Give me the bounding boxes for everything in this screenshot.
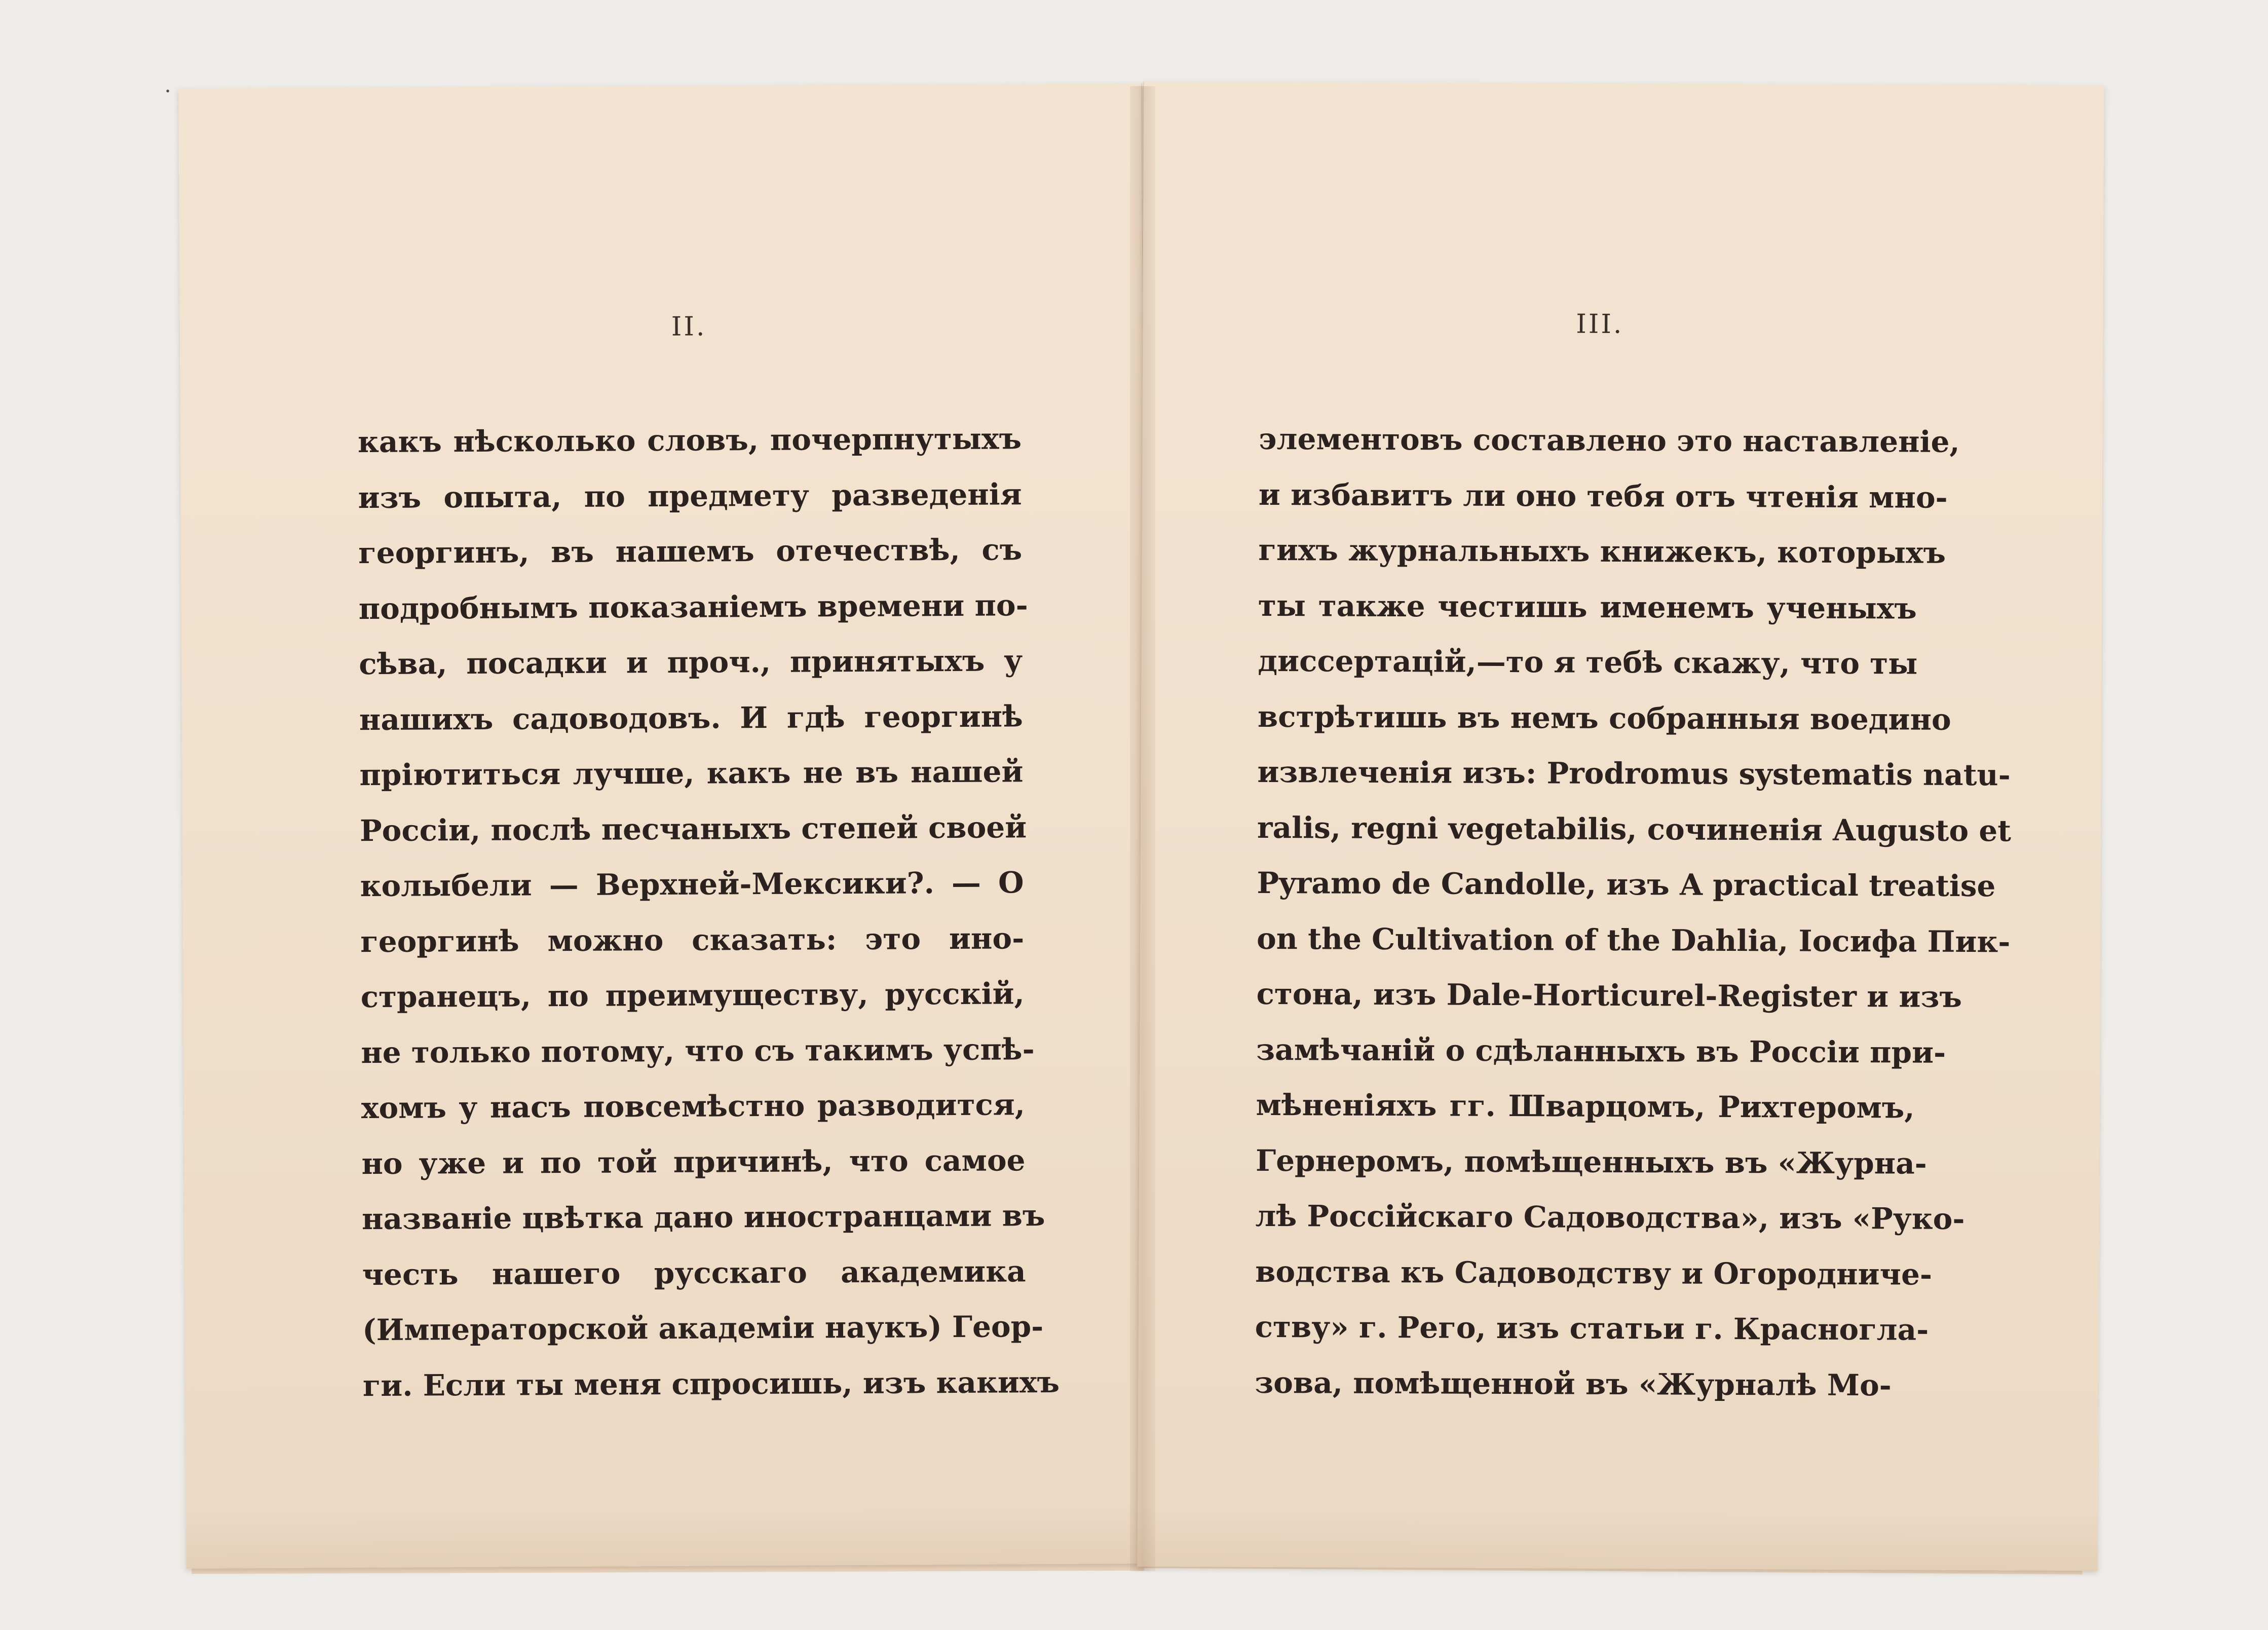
text-line: нашихъ садоводовъ. И гдѣ георгинѣ — [359, 698, 1024, 737]
text-line: лѣ Россійскаго Садоводства», изъ «Руко- — [1255, 1198, 1965, 1236]
text-line: Россіи, послѣ песчаныхъ степей своей — [359, 809, 1027, 848]
text-line: гихъ журнальныхъ книжекъ, которыхъ — [1258, 532, 1946, 570]
text-line: странецъ, по преимуществу, русскій, — [360, 976, 1025, 1015]
text-line: (Императорской академіи наукъ) Геор- — [362, 1309, 1044, 1348]
text-line: зова, помѣщенной въ «Журналѣ Мо- — [1255, 1365, 1892, 1402]
text-line: не только потому, что съ такимъ успѣ- — [361, 1031, 1035, 1070]
text-line: какъ нѣсколько словъ, почерпнутыхъ — [357, 421, 1022, 460]
speck-mark: · — [164, 79, 171, 104]
right-page — [1137, 82, 2104, 1571]
text-line: пріютиться лучше, какъ не въ нашей — [359, 754, 1024, 793]
text-line: мѣненіяхъ гг. Шварцомъ, Рихтеромъ, — [1256, 1087, 1915, 1125]
left-page — [164, 79, 1149, 1569]
text-line: встрѣтишь въ немъ собранныя воедино — [1257, 699, 1951, 737]
text-line: замѣчаній о сдѣланныхъ въ Россіи при- — [1256, 1032, 1946, 1070]
text-line: подробнымъ показаніемъ времени по- — [358, 587, 1028, 626]
page-body — [357, 411, 1060, 1414]
page-number: III. — [1576, 309, 1624, 340]
text-line: георгинѣ можно сказать: это ино- — [360, 920, 1025, 959]
text-line: названіе цвѣтка дано иностранцами въ — [361, 1198, 1045, 1237]
text-line: но уже и по той причинѣ, что самое — [361, 1142, 1026, 1181]
page-number: II. — [671, 311, 707, 342]
text-line: и избавитъ ли оно тебя отъ чтенія мно- — [1258, 477, 1948, 515]
text-line: изъ опыта, по предмету разведенія — [358, 476, 1022, 515]
page-body — [1255, 412, 2012, 1414]
text-line: элементовъ составлено это наставленіе, — [1259, 421, 1960, 459]
text-line: извлеченія изъ: Prodromus systematis natu- — [1257, 754, 2011, 793]
text-line: хомъ у насъ повсемѣстно разводится, — [361, 1087, 1026, 1126]
text-line: стона, изъ Dale-Horticurel-Register и изъ — [1256, 976, 1962, 1014]
text-line: ralis, regni vegetabilis, сочиненія Augusto et — [1257, 810, 2012, 848]
text-line: диссертацій,—то я тебѣ скажу, что ты — [1258, 643, 1918, 681]
text-line: георгинъ, въ нашемъ отечествѣ, съ — [358, 532, 1023, 571]
text-line: ты также честишь именемъ ученыхъ — [1258, 588, 1917, 626]
text-line: on the Cultivation of the Dahlia, Іосифа Пик- — [1256, 921, 2011, 959]
text-line: ги. Если ты меня спросишь, изъ какихъ — [362, 1364, 1060, 1403]
book-gutter — [1130, 86, 1155, 1571]
text-line: ству» г. Рего, изъ статьи г. Красногла- — [1255, 1309, 1929, 1347]
text-line: колыбели — Верхней-Мексики?. — О — [360, 865, 1024, 904]
text-line: водства къ Садоводству и Огородниче- — [1255, 1254, 1933, 1292]
text-line: Pyramo de Candolle, изъ A practical treatise — [1257, 865, 1996, 904]
text-line: честь нашего русскаго академика — [362, 1253, 1026, 1292]
text-line: сѣва, посадки и проч., принятыхъ у — [359, 643, 1023, 682]
text-line: Гернеромъ, помѣщенныхъ въ «Журна- — [1255, 1143, 1927, 1181]
